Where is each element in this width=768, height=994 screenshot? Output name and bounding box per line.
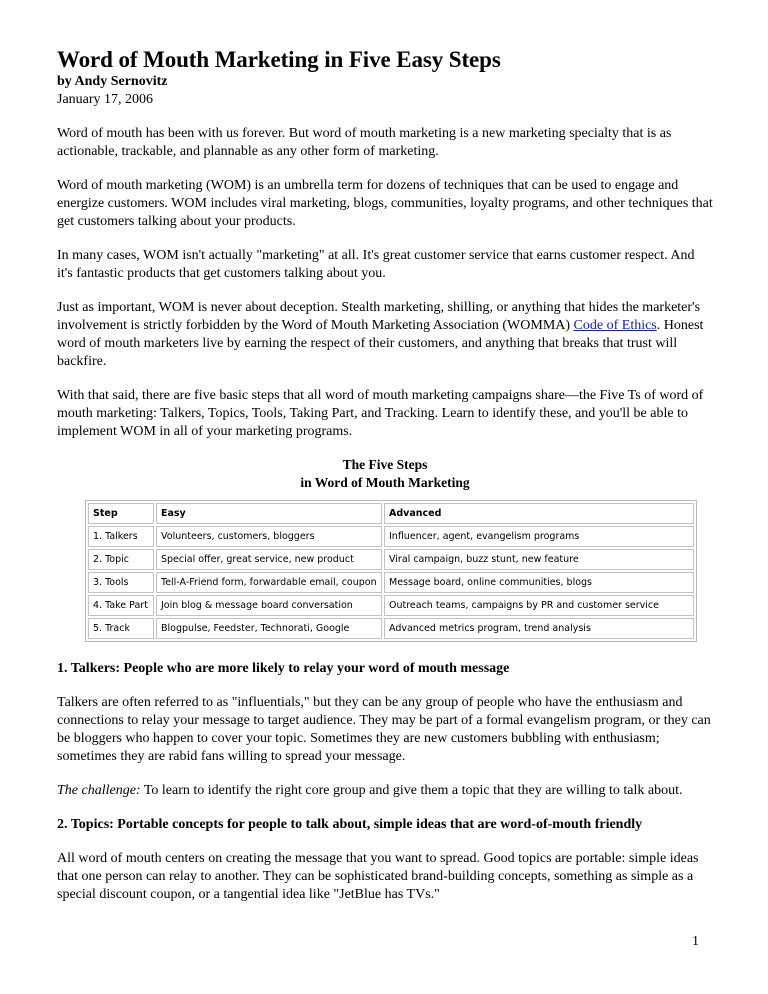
table-header-advanced: Advanced bbox=[384, 503, 694, 524]
intro-paragraph: Word of mouth has been with us forever. But word of mouth marketing is a new marketing specialty that is as actionable, trackable, and plannable as any other form of marketing. bbox=[57, 126, 672, 159]
section-1-body: Talkers are often referred to as "influentials," but they can be any group of people who have the enthusiasm and connections to relay your message to target audience. They may be part of a formal evangelism program, or they can be bloggers who happen to cover your topic. Sometimes they are new customers bubbling with enthusiasm; sometimes they are rabid fans willing to spread your message. bbox=[57, 695, 711, 764]
table-row bbox=[88, 526, 694, 547]
table-cell: Influencer, agent, evangelism programs bbox=[384, 526, 694, 547]
table-cell: Tell-A-Friend form, forwardable email, coupon bbox=[156, 572, 382, 593]
table-title-line2: in Word of Mouth Marketing bbox=[300, 475, 470, 490]
table-cell: 4. Take Part bbox=[88, 595, 154, 616]
table-cell: 1. Talkers bbox=[88, 526, 154, 547]
code-of-ethics-link[interactable]: Code of Ethics bbox=[573, 318, 657, 333]
table-cell: 2. Topic bbox=[88, 549, 154, 570]
byline: by Andy Sernovitz bbox=[57, 74, 168, 89]
section-2-heading: 2. Topics: Portable concepts for people to talk about, simple ideas that are word-of-mouth friendly bbox=[57, 817, 643, 832]
challenge-label: The challenge: bbox=[57, 783, 141, 798]
page-number: 1 bbox=[692, 934, 699, 949]
table-cell: Blogpulse, Feedster, Technorati, Google bbox=[156, 618, 382, 639]
table-row bbox=[88, 618, 694, 639]
table-row bbox=[88, 595, 694, 616]
publish-date: January 17, 2006 bbox=[57, 92, 154, 107]
section-1-heading: 1. Talkers: People who are more likely to relay your word of mouth message bbox=[57, 661, 510, 676]
table-header-row bbox=[88, 503, 694, 524]
five-steps-table bbox=[85, 500, 697, 642]
section-1-challenge bbox=[57, 782, 713, 800]
table-cell: Message board, online communities, blogs bbox=[384, 572, 694, 593]
challenge-text: To learn to identify the right core group and give them a topic that they are willing to talk about. bbox=[140, 783, 683, 798]
table-cell: Advanced metrics program, trend analysis bbox=[384, 618, 694, 639]
wom-definition-paragraph: Word of mouth marketing (WOM) is an umbrella term for dozens of techniques that can be used to engage and energize customers. WOM includes viral marketing, blogs, communities, loyalty programs, and other techniques that get customers talking about your products. bbox=[57, 178, 713, 229]
table-cell: Outreach teams, campaigns by PR and customer service bbox=[384, 595, 694, 616]
table-row bbox=[88, 572, 694, 593]
deception-paragraph bbox=[57, 299, 713, 371]
table-cell: Join blog & message board conversation bbox=[156, 595, 382, 616]
table-cell: 5. Track bbox=[88, 618, 154, 639]
table-header-easy: Easy bbox=[156, 503, 382, 524]
wom-customer-paragraph: In many cases, WOM isn't actually "marketing" at all. It's great customer service that earns customer respect. And it's fantastic products that get customers talking about you. bbox=[57, 248, 695, 281]
table-cell: Special offer, great service, new product bbox=[156, 549, 382, 570]
deception-text-after: . Honest word of mouth marketers live by earning the respect of their customers, and anything that breaks that trust will backfire. bbox=[57, 318, 704, 369]
five-ts-paragraph: With that said, there are five basic steps that all word of mouth marketing campaigns share—the Five Ts of word of mouth marketing: Talkers, Topics, Tools, Taking Part, and Tracking. Learn to identify these, and you'll be able to implement WOM in all of your marketing programs. bbox=[57, 388, 704, 439]
document-page bbox=[57, 46, 713, 904]
table-cell: Volunteers, customers, bloggers bbox=[156, 526, 382, 547]
table-row bbox=[88, 549, 694, 570]
table-header-step: Step bbox=[88, 503, 154, 524]
deception-text-before: Just as important, WOM is never about deception. Stealth marketing, shilling, or anything that hides the marketer's involvement is strictly forbidden by the Word of Mouth Marketing Association (WOMMA) bbox=[57, 300, 701, 333]
section-2-body: All word of mouth centers on creating the message that you want to spread. Good topics are portable: simple ideas that one person can relay to another. They can be sophisticated brand-building concepts, something as simple as a special discount coupon, or a tangential idea like "JetBlue has TVs." bbox=[57, 851, 699, 902]
table-cell: 3. Tools bbox=[88, 572, 154, 593]
table-cell: Viral campaign, buzz stunt, new feature bbox=[384, 549, 694, 570]
table-title-line1: The Five Steps bbox=[342, 457, 428, 472]
page-title: Word of Mouth Marketing in Five Easy Steps bbox=[57, 47, 501, 72]
